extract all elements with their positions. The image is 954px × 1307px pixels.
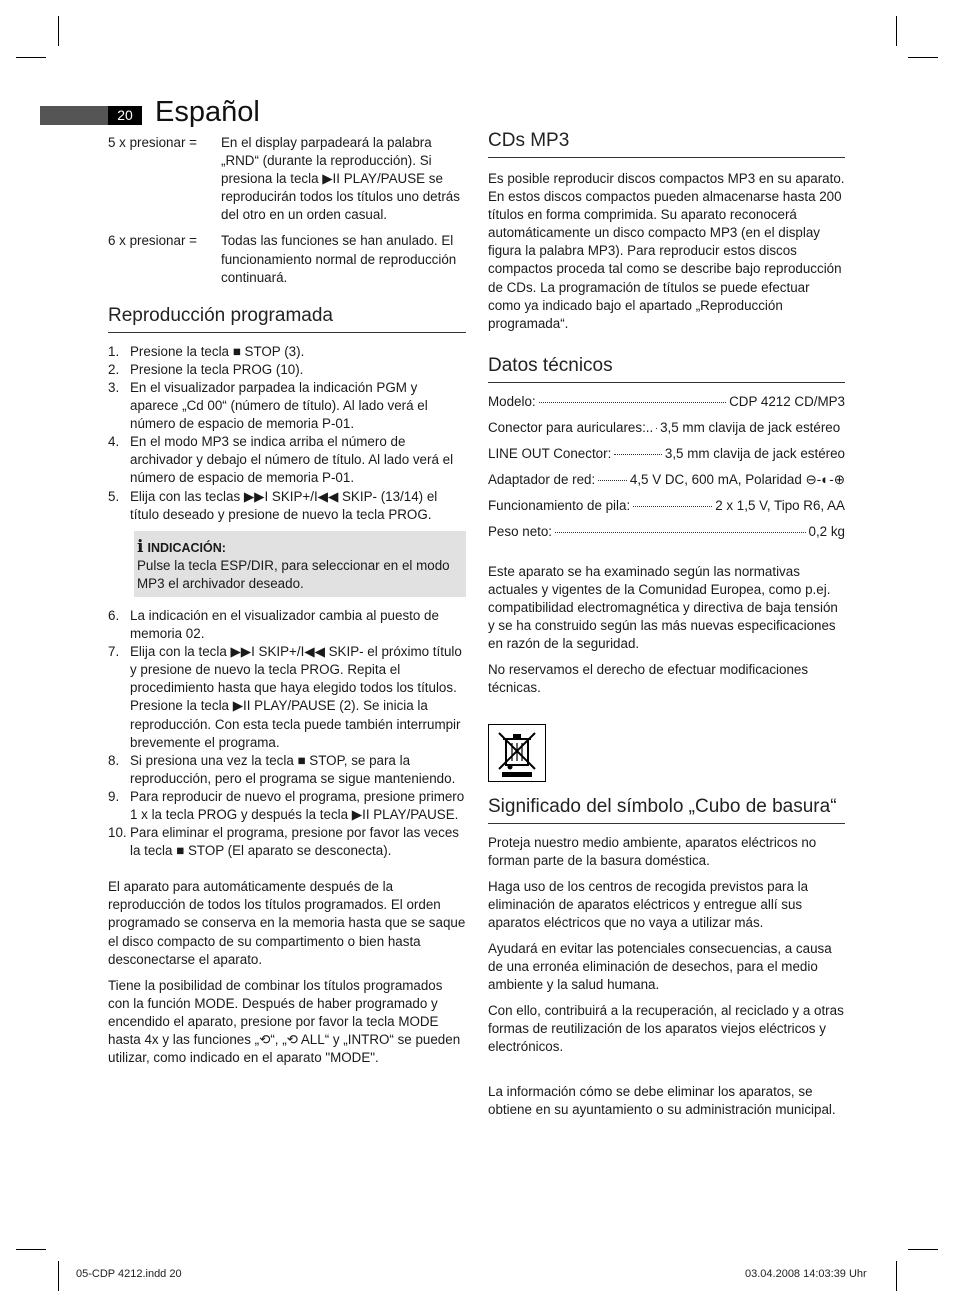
press-text: Todas las funciones se han anulado. El funcionamiento normal de reproducción continuará.	[221, 233, 457, 285]
spec-leader	[598, 480, 627, 481]
step-number: 10.	[108, 825, 127, 841]
press-row	[108, 232, 466, 286]
page-title: Español	[155, 96, 260, 128]
spec-label: Conector para auriculares:..	[488, 419, 654, 435]
note-text: Pulse la tecla ESP/DIR, para seleccionar en el modo MP3 el archivador deseado.	[137, 557, 450, 591]
press-row	[108, 134, 466, 224]
spec-row	[488, 419, 845, 445]
footer-timestamp: 03.04.2008 14:03:39 Uhr	[745, 1268, 867, 1280]
list-item	[108, 752, 466, 788]
note-box	[134, 531, 466, 597]
spec-label: Adaptador de red:	[488, 471, 596, 487]
list-item	[108, 343, 466, 361]
spec-value: 3,5 mm clavija de jack estéreo	[664, 445, 845, 461]
step-number: 2.	[108, 361, 120, 377]
list-item	[108, 607, 466, 643]
press-key: 5 x presionar =	[108, 135, 197, 150]
step-number: 8.	[108, 752, 120, 768]
page-number: 20	[108, 106, 142, 125]
step-text: Si presiona una vez la tecla ■ STOP, se para la reproducción, pero el programa se sigue manteniendo.	[130, 752, 456, 786]
step-text: Presione la tecla PROG (10).	[130, 361, 304, 377]
press-text: En el display parpadeará la palabra „RND“ (durante la reproducción). Si presiona la tecla ▶II PLAY/PAUSE se reproducirán todos los títulos uno detrás del otro en un orden casual.	[221, 135, 460, 223]
spec-leader	[539, 402, 727, 403]
step-text: Presione la tecla ■ STOP (3).	[130, 343, 305, 359]
note-header	[137, 538, 462, 557]
crop-mark	[908, 1249, 938, 1250]
list-item	[108, 788, 466, 824]
spec-row	[488, 471, 845, 497]
paragraph: Es posible reproducir discos compactos MP3 en su aparato. En estos discos compactos pueden almacenarse hasta 200 títulos en forma comprimida. Su aparato reconocerá automáticamente un disco compacto MP3 (en el display figura la palabra MP3). Para reproducir estos discos compactos proceda tal como se describe bajo reproducción de CDs. La programación de títulos se puede efectuar como ya indicado bajo el apartado „Reproducción programada“.	[488, 171, 845, 331]
crop-mark	[16, 57, 46, 58]
right-column	[488, 130, 845, 1127]
weee-paragraphs	[488, 834, 845, 1057]
note-title: INDICACIÓN:	[147, 540, 226, 555]
paragraph: Este aparato se ha examinado según las normativas actuales y vigentes de la Comunidad Europea, como p.ej. compatibilidad electromagnética y directiva de baja tensión y se ha construido según las más nuevas especificaciones en razón de la seguridad.	[488, 563, 838, 652]
spec-leader	[614, 454, 662, 455]
paragraph: Haga uso de los centros de recogida previstos para la eliminación de aparatos eléctricos y entregue allí sus aparatos eléctricos que no vaya a utilizar más.	[488, 878, 809, 930]
step-text: En el modo MP3 se indica arriba el número de archivador y debajo el número de título. Al lado verá el número de espacio de memoria P-01.	[130, 434, 454, 486]
crop-mark	[896, 16, 897, 46]
section-title-mp3: CDs MP3	[488, 130, 845, 158]
spec-label: Peso neto:	[488, 523, 553, 539]
spec-row	[488, 393, 845, 419]
crop-mark	[58, 1261, 59, 1291]
spec-label: LINE OUT Conector:	[488, 445, 612, 461]
step-number: 5.	[108, 488, 120, 504]
paragraph: Proteja nuestro medio ambiente, aparatos eléctricos no forman parte de la basura doméstica.	[488, 834, 817, 868]
press-key: 6 x presionar =	[108, 233, 197, 249]
paragraph: Con ello, contribuirá a la recuperación, al reciclado y a otras formas de reutilización de los aparatos viejos eléctricos y electrónicos.	[488, 1003, 844, 1055]
press-list	[108, 134, 466, 287]
steps-list	[108, 607, 466, 860]
crop-mark	[896, 1261, 897, 1291]
list-item	[108, 361, 466, 379]
spec-label: Funcionamiento de pila:	[488, 497, 631, 513]
info-icon: i	[137, 536, 144, 557]
left-column	[108, 134, 466, 1075]
step-number: 1.	[108, 343, 120, 359]
section-title-tech: Datos técnicos	[488, 355, 845, 383]
step-number: 9.	[108, 788, 120, 804]
step-text: Elija con la tecla ▶▶I SKIP+/I◀◀ SKIP- el próximo título y presione de nuevo la tecla PROG. Repita el procedimiento hasta que haya elegido todos los títulos. Presione la tecla ▶II PLAY/PAUSE (2). Se inicia la reproducción. Con esta tecla puede también interrumpir brevemente el programa.	[130, 644, 462, 750]
spec-value: 2 x 1,5 V, Tipo R6, AA	[715, 497, 845, 513]
list-item	[108, 643, 466, 752]
spec-list	[488, 393, 845, 549]
spec-row	[488, 497, 845, 523]
step-text: Para eliminar el programa, presione por favor las veces la tecla ■ STOP (El aparato se desconecta).	[130, 825, 459, 859]
crossed-bin-icon	[488, 724, 546, 782]
list-item	[108, 824, 466, 860]
spec-leader	[555, 532, 805, 533]
spec-row	[488, 445, 845, 471]
list-item	[108, 379, 466, 433]
spec-value: 3,5 mm clavija de jack estéreo	[660, 419, 841, 435]
section-title-programmed: Reproducción programada	[108, 305, 466, 333]
step-number: 7.	[108, 644, 120, 660]
step-text: Para reproducir de nuevo el programa, presione primero 1 x la tecla PROG y después la tecla ▶II PLAY/PAUSE.	[130, 788, 465, 822]
list-item	[108, 488, 466, 524]
step-number: 6.	[108, 607, 120, 623]
step-text: En el visualizador parpadea la indicación PGM y aparece „Cd 00“ (número de título). Al lado verá el número de espacio de memoria P-01.	[130, 379, 428, 432]
crop-mark	[908, 57, 938, 58]
paragraph: El aparato para automáticamente después de la reproducción de todos los títulos programados. El orden programado se conserva en la memoria hasta que se saque el disco compacto de su compartimento o bien hasta desconectarse el aparato.	[108, 879, 466, 967]
spec-row	[488, 523, 845, 549]
paragraph: Ayudará en evitar las potenciales consecuencias, a causa de una erronéa eliminación de desechos, para el medio ambiente y la salud humana.	[488, 940, 832, 993]
crop-mark	[58, 16, 59, 46]
spec-value: 0,2 kg	[808, 523, 845, 539]
spec-leader	[656, 428, 657, 429]
step-number: 4.	[108, 434, 120, 450]
section-title-weee: Significado del símbolo „Cubo de basura“	[488, 796, 845, 824]
step-number: 3.	[108, 379, 120, 395]
paragraph: La información cómo se debe eliminar los aparatos, se obtiene en su ayuntamiento o su administración municipal.	[488, 1083, 836, 1117]
spec-value: CDP 4212 CD/MP3	[729, 393, 845, 409]
spec-label: Modelo:	[488, 393, 536, 409]
step-text: La indicación en el visualizador cambia al puesto de memoria 02.	[130, 607, 439, 642]
list-item	[108, 433, 466, 487]
steps-list	[108, 343, 466, 524]
paragraph: No reservamos el derecho de efectuar modificaciones técnicas.	[488, 662, 809, 696]
paragraph: Tiene la posibilidad de combinar los títulos programados con la función MODE. Después de haber programado y encendido el aparato, presione por favor la tecla MODE hasta 4x y las funciones „⟲“, „⟲ ALL“ y „INTRO“ se pueden utilizar, como indicado en el aparato "MODE".	[108, 977, 461, 1066]
step-text: Elija con las teclas ▶▶I SKIP+/I◀◀ SKIP- (13/14) el título deseado y presione de nuevo la tecla PROG.	[130, 488, 438, 522]
footer-file: 05-CDP 4212.indd 20	[76, 1268, 182, 1280]
spec-leader	[633, 506, 712, 507]
crop-mark	[16, 1249, 46, 1250]
spec-value: 4,5 V DC, 600 mA, Polaridad ⊖-◐-⊕	[629, 471, 845, 487]
